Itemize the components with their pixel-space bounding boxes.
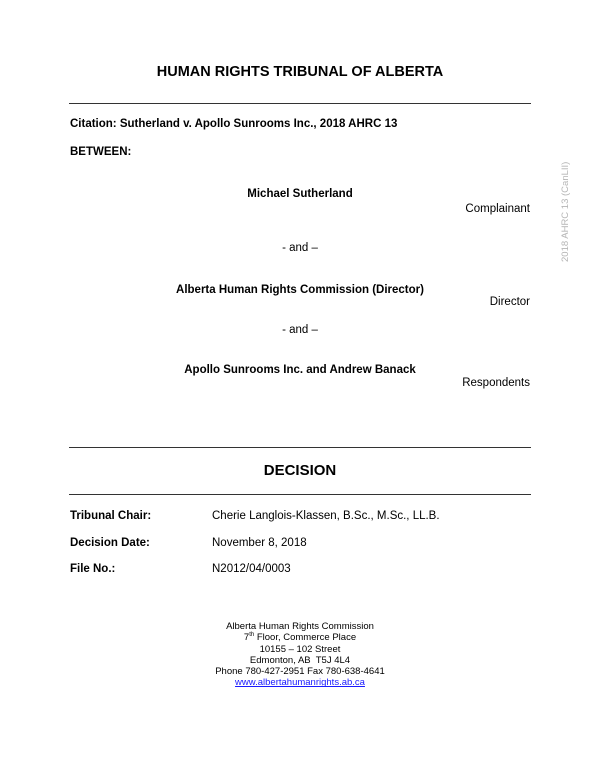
field-value-decision-date: November 8, 2018 (212, 537, 307, 549)
footer-phone: Phone 780-427-2951 Fax 780-638-4641 (215, 666, 385, 678)
party-role-complainant: Complainant (465, 203, 530, 215)
field-value-file-no: N2012/04/0003 (212, 563, 291, 575)
party-name-respondents: Apollo Sunrooms Inc. and Andrew Banack (184, 364, 416, 376)
between-label: BETWEEN: (70, 146, 132, 158)
footer-floor (0, 632, 600, 643)
contact-footer (0, 621, 600, 689)
field-value-tribunal-chair: Cherie Langlois-Klassen, B.Sc., M.Sc., LL.B. (212, 510, 440, 522)
canlii-stamp: 2018 AHRC 13 (CanLII) (560, 161, 571, 262)
field-label-tribunal-chair: Tribunal Chair: (70, 510, 152, 522)
and-separator: - and – (282, 324, 318, 336)
floor-suffix: th (249, 632, 255, 639)
document-title: HUMAN RIGHTS TRIBUNAL OF ALBERTA (156, 64, 444, 80)
field-label-file-no: File No.: (70, 563, 116, 575)
divider (69, 494, 531, 495)
decision-heading: DECISION (263, 462, 337, 479)
footer-city: Edmonton, AB T5J 4L4 (249, 654, 351, 666)
party-role-respondents: Respondents (462, 377, 530, 389)
party-name-complainant: Michael Sutherland (247, 188, 353, 200)
field-label-decision-date: Decision Date: (70, 537, 150, 549)
footer-street: 10155 – 102 Street (259, 643, 341, 655)
floor-number: 7 (243, 632, 250, 644)
citation: Citation: Sutherland v. Apollo Sunrooms Inc., 2018 AHRC 13 (70, 118, 398, 130)
party-name-director: Alberta Human Rights Commission (Director) (176, 284, 424, 296)
divider (69, 447, 531, 448)
footer-org: Alberta Human Rights Commission (226, 621, 374, 632)
party-role-director: Director (489, 296, 530, 308)
divider (69, 103, 531, 104)
floor-text: Floor, Commerce Place (254, 632, 357, 644)
website-link[interactable]: www.albertahumanrights.ab.ca (235, 677, 365, 689)
and-separator: - and – (282, 242, 318, 254)
